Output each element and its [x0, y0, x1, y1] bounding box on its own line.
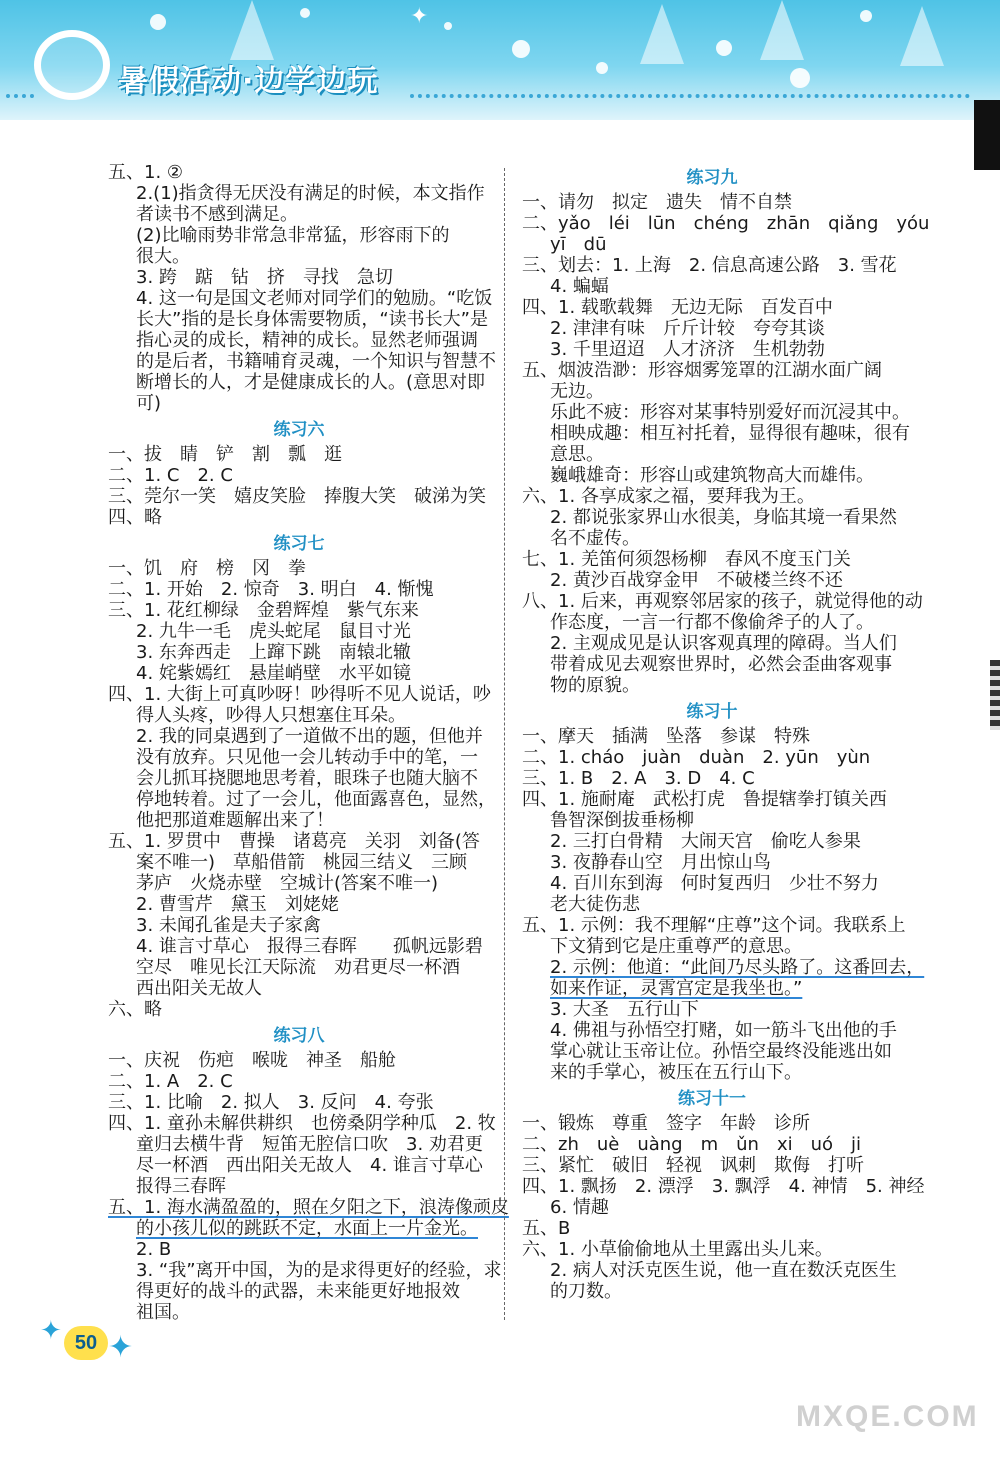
answer-line: 4. 姹紫嫣红 悬崖峭壁 水平如镜 — [136, 663, 411, 684]
answer-line: 4. 蝙蝠 — [550, 276, 609, 297]
answer-line: 长大”指的是长身体需要物质，“读书长大”是 — [136, 309, 488, 330]
answer-line: 五、B — [522, 1218, 571, 1239]
answer-line: 的是后者，书籍哺育灵魂，一个知识与智慧不 — [136, 351, 496, 372]
answer-line: 二、1. A 2. C — [108, 1071, 233, 1092]
answer-line: 2. B — [136, 1239, 172, 1260]
edge-tab — [974, 100, 1000, 170]
page-header — [0, 0, 1000, 120]
answer-line: 断增长的人，才是健康成长的人。(意思对即 — [136, 372, 486, 393]
column-divider — [504, 168, 505, 1320]
answer-line: 掌心就让玉帝让位。孙悟空最终没能逃出如 — [550, 1041, 892, 1062]
answer-line: 3. 夜静春山空 月出惊山鸟 — [550, 852, 771, 873]
edge-mark — [990, 660, 1000, 730]
answer-line: 乐此不疲：形容对某事特别爱好而沉浸其中。 — [550, 402, 910, 423]
answer-line: 一、庆祝 伤疤 喉咙 神圣 船舱 — [108, 1050, 396, 1071]
answer-line: 的刀数。 — [550, 1281, 622, 1302]
answer-line: 2. 黄沙百战穿金甲 不破楼兰终不还 — [550, 570, 843, 591]
answer-line: 二、zh uè uàng m ǔn xi uó ji — [522, 1134, 862, 1155]
answer-line: 4. 百川东到海 何时复西归 少壮不努力 — [550, 873, 879, 894]
answer-line: 五、1. 罗贯中 曹操 诸葛亮 关羽 刘备(答 — [108, 831, 480, 852]
answer-line: 3. “我”离开中国，为的是求得更好的经验，求 — [136, 1260, 502, 1281]
answer-line: 五、1. 示例：我不理解“庄尊”这个词。我联系上 — [522, 915, 906, 936]
answer-line: 的小孩儿似的跳跃不定，水面上一片金光。 — [136, 1218, 478, 1239]
answer-line: 2. 曹雪芹 黛玉 刘姥姥 — [136, 894, 339, 915]
answer-line: 很大。 — [136, 246, 190, 267]
answer-line: 二、1. C 2. C — [108, 465, 233, 486]
answer-line: 茅庐 火烧赤壁 空城计(答案不唯一) — [136, 873, 439, 894]
answer-line: 祖国。 — [136, 1302, 190, 1323]
section-heading: 练习八 — [273, 1026, 325, 1046]
answer-line: 巍峨雄奇：形容山或建筑物高大而雄伟。 — [550, 465, 874, 486]
answer-line: 带着成见去观察世界时，必然会歪曲客观事 — [550, 654, 892, 675]
watermark: MXQE.COM — [796, 1400, 979, 1433]
answer-line: 三、1. 比喻 2. 拟人 3. 反问 4. 夸张 — [108, 1092, 434, 1113]
answer-line: 二、1. 开始 2. 惊奇 3. 明白 4. 惭愧 — [108, 579, 434, 600]
sparkle-icon: ✦ — [108, 1330, 134, 1365]
answer-line: 3. 大圣 五行山下 — [550, 999, 699, 1020]
answer-line: 无边。 — [550, 381, 604, 402]
answer-line: 三、紧忙 破旧 轻视 讽刺 欺侮 打听 — [522, 1155, 864, 1176]
header-title: 暑假活动·边学边玩 — [118, 64, 379, 99]
answer-line: 六、1. 小草偷偷地从土里露出头儿来。 — [522, 1239, 833, 1260]
answer-line: 2. 我的同桌遇到了一道做不出的题，但他并 — [136, 726, 483, 747]
answer-line: 四、1. 施耐庵 武松打虎 鲁提辖拳打镇关西 — [522, 789, 887, 810]
answer-line: 4. 这一句是国文老师对同学们的勉励。“吃饭 — [136, 288, 493, 309]
answer-line: 2.(1)指贪得无厌没有满足的时候，本文指作 — [136, 183, 485, 204]
answer-line: 一、饥 府 榜 冈 拳 — [108, 558, 306, 579]
answer-line: 五、1. ② — [108, 162, 184, 183]
answer-line: 一、摩天 插满 坠落 参谋 特殊 — [522, 726, 810, 747]
answer-line: 六、1. 各享成家之福，要拜我为王。 — [522, 486, 815, 507]
answer-line: 停地转着。过了一会儿，他面露喜色，显然， — [136, 789, 496, 810]
tree-icon — [230, 0, 274, 60]
answer-line: 尽一杯酒 西出阳关无故人 4. 谁言寸草心 — [136, 1155, 483, 1176]
snow-dot-icon — [716, 40, 732, 56]
snow-dot-icon — [150, 14, 166, 30]
answer-line: 2. 三打白骨精 大闹天宫 偷吃人参果 — [550, 831, 861, 852]
answer-line: 五、1. 海水满盈盈的，照在夕阳之下，浪涛像顽皮 — [108, 1197, 509, 1218]
answer-line: 老大徒伤悲 — [550, 894, 640, 915]
answer-line: 4. 谁言寸草心 报得三春晖 孤帆远影碧 — [136, 936, 483, 957]
answer-line: 二、yǎo léi lūn chéng zhān qiǎng yóu — [522, 213, 930, 234]
answer-line: 一、请勿 拟定 遗失 情不自禁 — [522, 192, 792, 213]
sparkle-icon: ✦ — [40, 1316, 62, 1346]
answer-line: 2. 示例：他道：“此间乃尽头路了。这番回去， — [550, 957, 925, 978]
answer-line: 物的原貌。 — [550, 675, 640, 696]
answer-line: 三、1. B 2. A 3. D 4. C — [522, 768, 755, 789]
answer-line: 下文猜到它是庄重尊严的意思。 — [550, 936, 802, 957]
answer-line: 八、1. 后来，再观察邻居家的孩子，就觉得他的动 — [522, 591, 923, 612]
answer-line: 2. 病人对沃克医生说，他一直在数沃克医生 — [550, 1260, 897, 1281]
answer-line: 一、拔 睛 铲 割 瓢 逛 — [108, 444, 342, 465]
answer-line: 报得三春晖 — [136, 1176, 226, 1197]
section-heading: 练习九 — [686, 168, 738, 188]
answer-line: 4. 佛祖与孙悟空打赌，如一筋斗飞出他的手 — [550, 1020, 897, 1041]
snow-dot-icon — [790, 68, 810, 88]
answer-line: 作态度，一言一行都不像偷斧子的人了。 — [550, 612, 874, 633]
header-dotted-rule — [6, 94, 34, 98]
snow-dot-icon — [596, 62, 608, 74]
snow-dot-icon — [300, 8, 310, 18]
section-heading: 练习七 — [273, 534, 325, 554]
answer-line: 七、1. 羌笛何须怨杨柳 春风不度玉门关 — [522, 549, 851, 570]
answer-line: 四、略 — [108, 507, 162, 528]
answer-line: 四、1. 大街上可真吵呀！吵得听不见人说话，吵 — [108, 684, 491, 705]
answer-line: 2. 津津有味 斤斤计较 夸夸其谈 — [550, 318, 825, 339]
answer-line: 三、莞尔一笑 嬉皮笑脸 捧腹大笑 破涕为笑 — [108, 486, 486, 507]
tree-icon — [640, 4, 684, 64]
logo-ring-icon — [34, 30, 110, 100]
answer-line: 西出阳关无故人 — [136, 978, 262, 999]
snow-dot-icon — [860, 10, 872, 22]
answer-line: 2. 主观成见是认识客观真理的障碍。当人们 — [550, 633, 897, 654]
right-column — [522, 162, 930, 1302]
answer-line: 2. 九牛一毛 虎头蛇尾 鼠目寸光 — [136, 621, 411, 642]
answer-line: 案不唯一) 草船借箭 桃园三结义 三顾 — [136, 852, 468, 873]
answer-line: 鲁智深倒拔垂杨柳 — [550, 810, 694, 831]
answer-line: 四、1. 飘扬 2. 漂浮 3. 飘浮 4. 神情 5. 神经 — [522, 1176, 925, 1197]
tree-icon — [900, 6, 944, 66]
answer-line: 来的手掌心，被压在五行山下。 — [550, 1062, 802, 1083]
answer-line: 会儿抓耳挠腮地思考着，眼珠子也随大脑不 — [136, 768, 478, 789]
answer-line: 3. 跨 踮 钻 挤 寻找 急切 — [136, 267, 393, 288]
answer-line: 一、锻炼 尊重 签字 年龄 诊所 — [522, 1113, 810, 1134]
snow-dot-icon — [444, 22, 452, 30]
answer-line: 意思。 — [550, 444, 604, 465]
answer-line: 六、略 — [108, 999, 162, 1020]
answer-line: 3. 未闻孔雀是夫子家禽 — [136, 915, 321, 936]
left-column — [108, 162, 509, 1323]
answer-line: 三、划去：1. 上海 2. 信息高速公路 3. 雪花 — [522, 255, 897, 276]
answer-line: 没有放弃。只见他一会儿转动手中的笔，一 — [136, 747, 478, 768]
answer-line: 3. 千里迢迢 人才济济 生机勃勃 — [550, 339, 825, 360]
answer-line: 四、1. 童孙未解供耕织 也傍桑阴学种瓜 2. 牧 — [108, 1113, 496, 1134]
answer-line: 指心灵的成长，精神的成长。显然老师强调 — [136, 330, 478, 351]
answer-line: 6. 情趣 — [550, 1197, 609, 1218]
page-number: 50 — [64, 1326, 108, 1360]
answer-line: 2. 都说张家界山水很美，身临其境一看果然 — [550, 507, 897, 528]
answer-line: 者读书不感到满足。 — [136, 204, 298, 225]
answer-line: 三、1. 花红柳绿 金碧辉煌 紫气东来 — [108, 600, 419, 621]
answer-line: 得更好的战斗的武器，未来能更好地报效 — [136, 1281, 460, 1302]
answer-line: 得人头疼，吵得人只想塞住耳朵。 — [136, 705, 406, 726]
answer-line: 名不虚传。 — [550, 528, 640, 549]
section-heading: 练习六 — [273, 420, 325, 440]
snow-dot-icon — [512, 40, 530, 58]
tree-icon — [760, 0, 804, 60]
section-heading: 练习十一 — [678, 1089, 746, 1109]
answer-line: 童归去横牛背 短笛无腔信口吹 3. 劝君更 — [136, 1134, 483, 1155]
answer-line: 3. 东奔西走 上蹿下跳 南辕北辙 — [136, 642, 411, 663]
answer-line: 空尽 唯见长江天际流 劝君更尽一杯酒 — [136, 957, 460, 978]
answer-line: yī dū — [550, 234, 607, 255]
section-heading: 练习十 — [686, 702, 738, 722]
header-dotted-rule — [410, 94, 970, 98]
answer-line: 五、烟波浩渺：形容烟雾笼罩的江湖水面广阔 — [522, 360, 882, 381]
answer-line: 可) — [136, 393, 162, 414]
star-icon: ✦ — [410, 4, 429, 29]
answer-line: (2)比喻雨势非常急非常猛，形容雨下的 — [136, 225, 450, 246]
answer-line: 四、1. 载歌载舞 无边无际 百发百中 — [522, 297, 833, 318]
answer-line: 相映成趣：相互衬托着，显得很有趣味，很有 — [550, 423, 910, 444]
answer-line: 如来作证，灵霄宫定是我坐也。” — [550, 978, 803, 999]
answer-line: 二、1. cháo juàn duàn 2. yūn yùn — [522, 747, 871, 768]
answer-line: 他把那道难题解出来了！ — [136, 810, 334, 831]
